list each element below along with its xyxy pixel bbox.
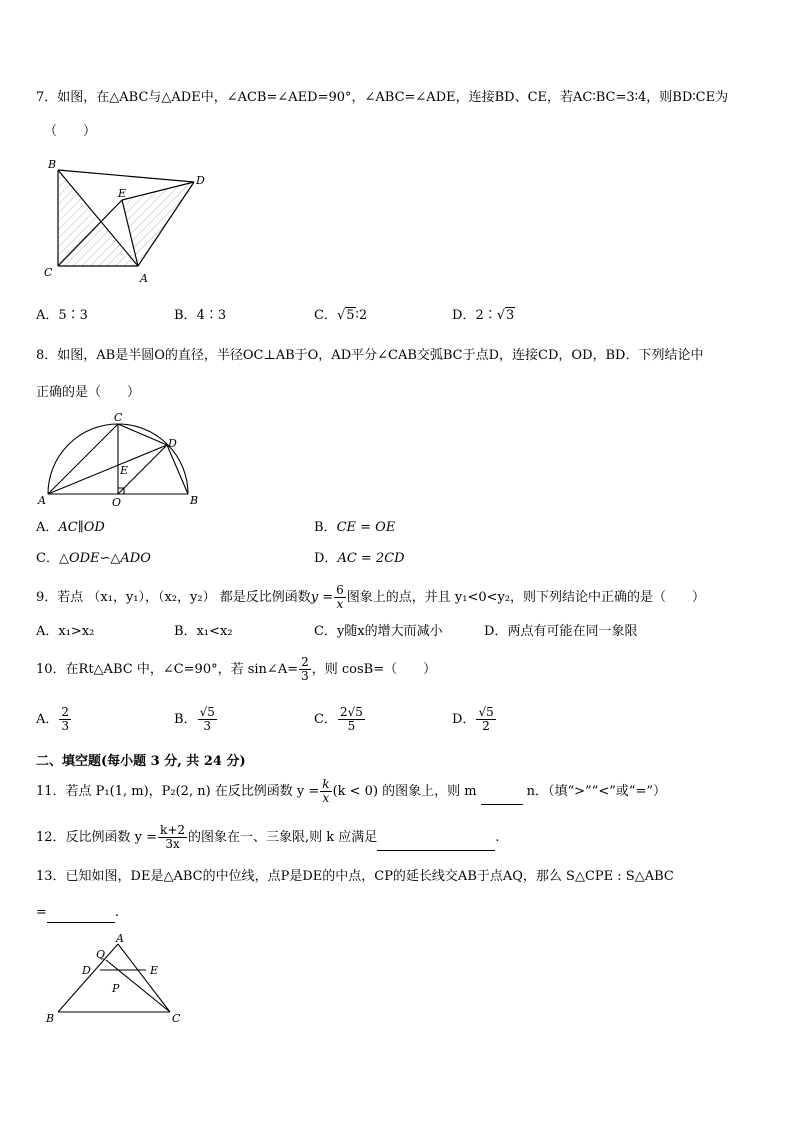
q7-option-b[interactable]: B．4∶3 [174, 308, 227, 323]
q13-label-c: C [172, 1012, 181, 1025]
q10-stem: 10．在Rt△ABC 中，∠C=90°，若 sin∠A= $\frac{2}{3}$ ，则 cosB=（ ） [36, 655, 437, 683]
q8-segment-ad [48, 445, 167, 494]
q12-answer-blank[interactable] [377, 850, 495, 851]
q13-figure [40, 930, 200, 1030]
q13-label-d: D [82, 964, 91, 977]
q10-option-c[interactable]: C． $\frac{2√5}{5}$ [314, 705, 363, 733]
q7-option-c[interactable]: C．√5∶2 [314, 308, 368, 323]
q8-segment-ac [48, 424, 118, 494]
q11-answer-blank[interactable] [481, 804, 523, 805]
q7-segment-bd [58, 170, 194, 182]
q7-stem: 7．如图，在△ABC与△ADE中，∠ACB=∠AED=90°，∠ABC=∠ADE，连接BD、CE，若AC∶BC=3∶4，则BD∶CE为 [36, 90, 729, 105]
q8-label-e: E [120, 464, 129, 477]
q8-segment-cd [118, 424, 167, 445]
q9-option-b[interactable]: B．x₁<x₂ [174, 624, 233, 639]
q13-stem: 13．已知如图，DE是△ABC的中位线，点P是DE的中点，CP的延长线交AB于点AQ，那么 S△CPE : S△ABC [36, 869, 674, 884]
q13-label-a: A [116, 932, 124, 945]
q8-option-b[interactable]: B．CE = OE [314, 520, 396, 535]
q8-option-c[interactable]: C．△ODE∽△ADO [36, 551, 151, 566]
q7-option-d[interactable]: D．2∶√3 [452, 308, 515, 323]
q13-label-e: E [150, 964, 159, 977]
q10-option-a[interactable]: A． $\frac{2}{3}$ [36, 705, 70, 733]
q8-label-a: A [38, 494, 46, 507]
q8-option-a[interactable]: A．AC∥OD [36, 520, 105, 535]
q13-segment-ac [118, 944, 170, 1012]
q13-answer-blank[interactable] [47, 922, 115, 923]
q13-answer-line: = . [36, 903, 758, 923]
q9-stem: 9．若点 （x₁，y₁），（x₂，y₂） 都是反比例函数y = $\frac{6}{x}$ 图象上的点，并且 y₁<0<y₂，则下列结论中正确的是（ ） [36, 583, 706, 611]
q11-stem: 11．若点 P₁(1, m)，P₂(2, n) 在反比例函数 y = $\frac{k}{x}$ (k < 0) 的图象上，则 m n．（填“>”“<”或“=”） [36, 777, 667, 805]
q13-label-q: Q [96, 948, 106, 961]
q8-label-d: D [168, 437, 177, 450]
q9-option-a[interactable]: A．x₁>x₂ [36, 624, 95, 639]
q8-figure [36, 410, 206, 510]
q10-option-b[interactable]: B． $\frac{√5}{3}$ [174, 705, 215, 733]
q8-segment-bd [167, 445, 188, 494]
q13-label-p: P [112, 982, 120, 995]
section-heading-fill-in: 二、填空题(每小题 3 分, 共 24 分) [36, 754, 246, 769]
q10-option-d[interactable]: D． $\frac{√5}{2}$ [452, 705, 494, 733]
q7-triangle-ade [122, 182, 194, 266]
q13-label-b: B [46, 1012, 55, 1025]
q8-option-d[interactable]: D．AC = 2CD [314, 551, 405, 566]
q8-stem-2: 正确的是（ ） [36, 385, 141, 400]
q13-segment-ab [58, 944, 118, 1012]
q7-option-a[interactable]: A．5∶3 [36, 308, 88, 323]
q12-stem: 12．反比例函数 y = $\frac{k+2}{3x}$ 的图象在一、三象限,则 k 应满足 . [36, 823, 500, 851]
q8-stem: 8．如图，AB是半圆O的直径，半径OC⊥AB于O，AD平分∠CAB交弧BC于点D，连接CD，OD，BD．下列结论中 [36, 348, 704, 363]
q7-label-b: B [48, 158, 57, 171]
q7-label-e: E [118, 187, 127, 200]
q8-label-c: C [114, 411, 123, 424]
q9-option-d[interactable]: D．两点有可能在同一象限 [484, 624, 638, 639]
q7-figure [36, 150, 226, 290]
q8-label-b: B [190, 494, 199, 507]
q7-label-d: D [196, 174, 205, 187]
q8-label-o: O [112, 496, 122, 509]
q7-label-a: A [140, 272, 148, 285]
q9-option-c[interactable]: C．y随x的增大而减小 [314, 624, 443, 639]
q7-label-c: C [44, 266, 53, 279]
q7-answer-paren: （ ） [44, 124, 97, 139]
